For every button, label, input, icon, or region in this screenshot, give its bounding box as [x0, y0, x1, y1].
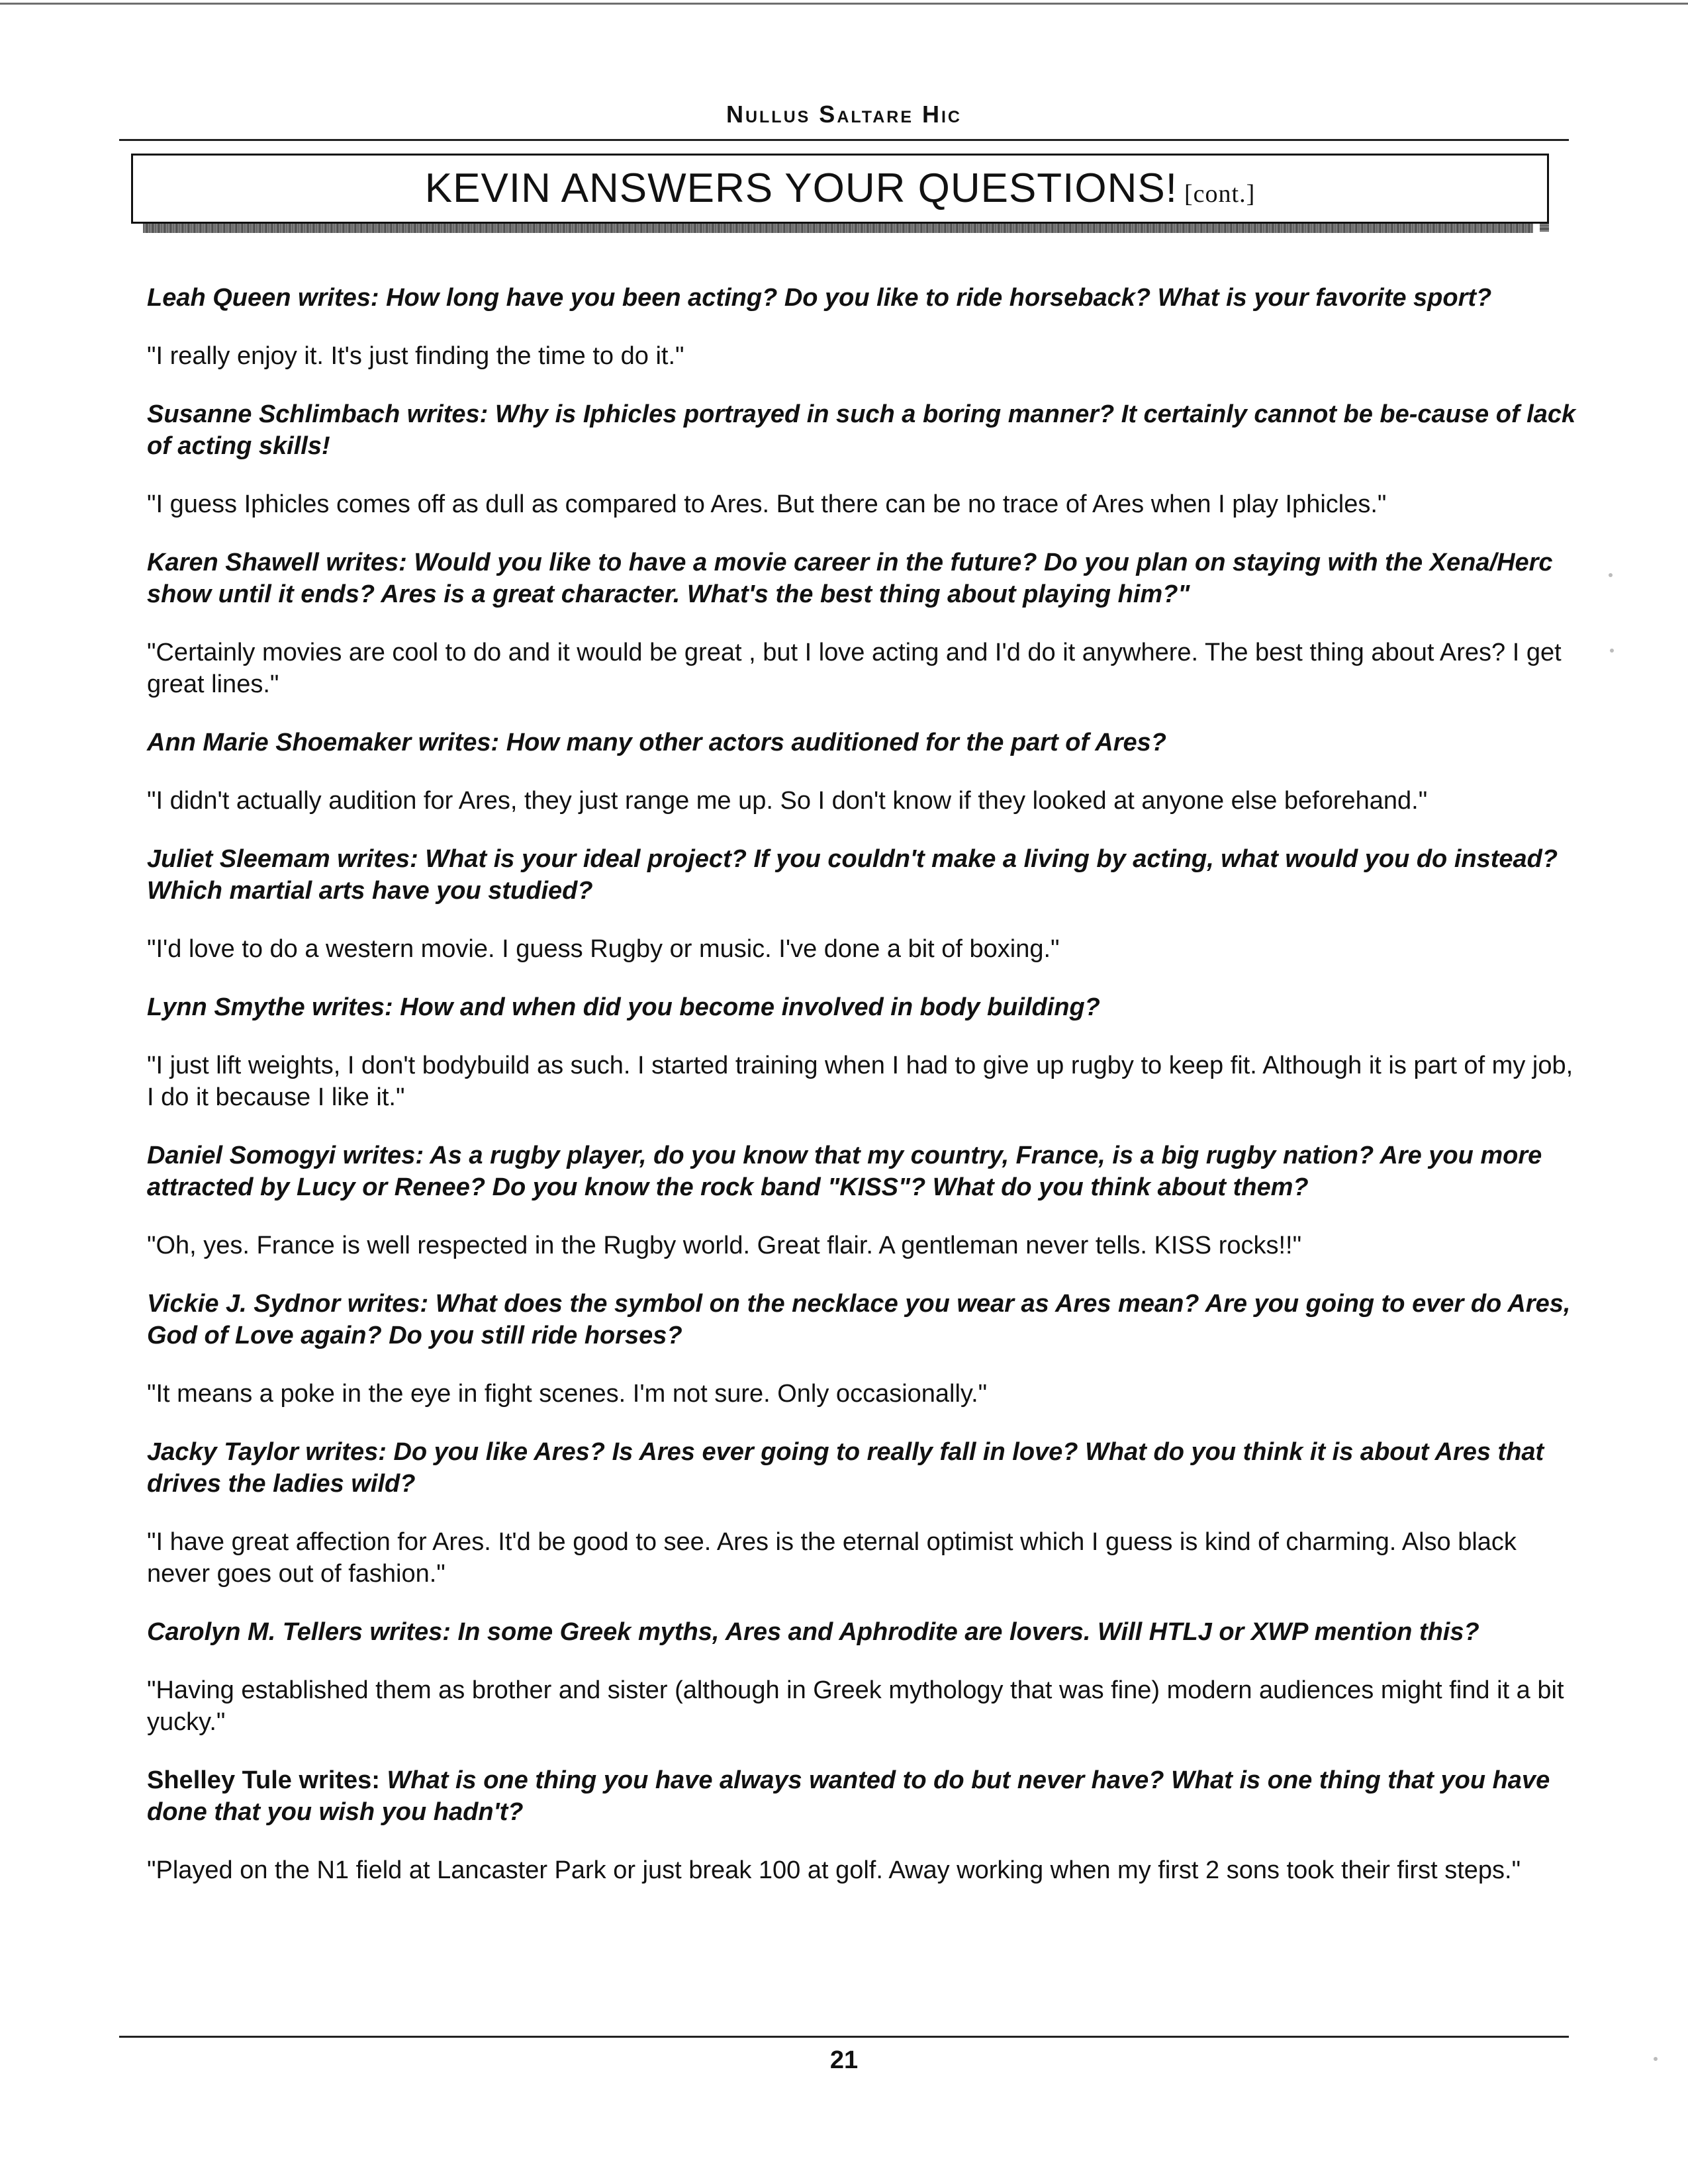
title-box — [131, 154, 1549, 224]
qa-item-6 — [0, 1140, 1688, 1261]
question-text: How and when did you become involved in body building? — [400, 993, 1100, 1021]
asker-name: Susanne Schlimbach writes: — [147, 400, 489, 428]
answer: "Played on the N1 field at Lancaster Park or just break 100 at golf. Away working when my first 2 sons took their first steps." — [147, 1856, 1521, 1884]
answer: "Oh, yes. France is well respected in the Rugby world. Great flair. A gentleman never tells. KISS rocks!!" — [147, 1232, 1302, 1259]
question-text: As a rugby player, do you know that my country, France, is a big rugby nation? Are you more attracted by Lucy or Renee? Do you know the rock band "KISS"? What do you think about them? — [147, 1142, 1542, 1201]
asker-name: Carolyn M. Tellers writes: — [147, 1618, 451, 1646]
question-text: What does the symbol on the necklace you wear as Ares mean? Are you going to ever do Ares, God of Love again? Do you still ride horses? — [147, 1290, 1571, 1349]
header-rule — [119, 139, 1569, 141]
asker-name: Karen Shawell writes: — [147, 549, 407, 576]
page-title-main: KEVIN ANSWERS YOUR QUESTIONS! — [424, 165, 1178, 211]
answer: "I just lift weights, I don't bodybuild as such. I started training when I had to give up rugby to keep fit. Although it is part of my job, I do it because I like it." — [147, 1052, 1573, 1111]
scan-speck — [1654, 2057, 1658, 2061]
qa-item-3 — [0, 727, 1688, 817]
answer: "I didn't actually audition for Ares, they just range me up. So I don't know if they looked at anyone else beforehand." — [147, 787, 1428, 815]
qa-item-10 — [0, 1764, 1688, 1886]
scan-speck — [1610, 649, 1614, 653]
asker-name: Jacky Taylor writes: — [147, 1438, 387, 1466]
question — [0, 1288, 1577, 1351]
question-text: How long have you been acting? Do you like to ride horseback? What is your favorite sport? — [386, 284, 1492, 312]
newsletter-header: Nullus Saltare Hic — [726, 101, 962, 128]
asker-name: Shelley Tule writes: — [147, 1766, 380, 1794]
question-text: What is one thing you have always wanted to do but never have? What is one thing that you have done that you wish you hadn't? — [147, 1766, 1550, 1826]
qa-item-2 — [0, 547, 1688, 700]
question-text: In some Greek myths, Ares and Aphrodite are lovers. Will HTLJ or XWP mention this? — [457, 1618, 1479, 1646]
qa-item-8 — [0, 1436, 1688, 1590]
qa-item-9 — [0, 1616, 1688, 1738]
question — [0, 547, 1577, 610]
question — [0, 282, 1577, 314]
qa-item-0 — [0, 282, 1688, 372]
question-text: Would you like to have a movie career in the future? Do you plan on staying with the Xena/Herc show until it ends? Ares is a great character. What's the best thing about playing him?" — [147, 549, 1553, 608]
answer: "Certainly movies are cool to do and it would be great , but I love acting and I'd do it anywhere. The best thing about Ares? I get great lines." — [147, 639, 1562, 698]
answer: "I really enjoy it. It's just finding the time to do it." — [147, 342, 684, 370]
answer: "I'd love to do a western movie. I guess Rugby or music. I've done a bit of boxing." — [147, 935, 1060, 963]
question — [0, 1616, 1577, 1648]
question-text: What is your ideal project? If you couldn't make a living by acting, what would you do instead? Which martial arts have you studied? — [147, 845, 1558, 905]
question-text: Do you like Ares? Is Ares ever going to really fall in love? What do you think it is about Ares that drives the ladies wild? — [147, 1438, 1544, 1498]
asker-name: Daniel Somogyi writes: — [147, 1142, 424, 1169]
asker-name: Ann Marie Shoemaker writes: — [147, 729, 500, 756]
qa-item-1 — [0, 398, 1688, 520]
qa-item-5 — [0, 991, 1688, 1113]
qa-item-4 — [0, 843, 1688, 965]
question — [0, 1764, 1577, 1828]
question — [0, 727, 1577, 758]
page-title-suffix: [cont.] — [1184, 180, 1256, 208]
question — [0, 991, 1577, 1023]
top-border-rule — [0, 3, 1688, 5]
page-title — [133, 165, 1547, 212]
answer: "I have great affection for Ares. It'd be good to see. Ares is the eternal optimist which I guess is kind of charming. Also black never goes out of fashion." — [147, 1528, 1517, 1588]
asker-name: Leah Queen writes: — [147, 284, 379, 312]
asker-name: Vickie J. Sydnor writes: — [147, 1290, 429, 1318]
asker-name: Juliet Sleemam writes: — [147, 845, 418, 873]
answer: "It means a poke in the eye in fight scenes. I'm not sure. Only occasionally." — [147, 1380, 988, 1408]
answer: "I guess Iphicles comes off as dull as compared to Ares. But there can be no trace of Ares when I play Iphicles." — [147, 490, 1387, 518]
qa-item-7 — [0, 1288, 1688, 1410]
scan-speck — [1609, 573, 1613, 577]
question — [0, 398, 1577, 462]
footer-rule — [119, 2036, 1569, 2038]
asker-name: Lynn Smythe writes: — [147, 993, 393, 1021]
question-text: How many other actors auditioned for the part of Ares? — [506, 729, 1166, 756]
answer: "Having established them as brother and sister (although in Greek mythology that was fine) modern audiences might find it a bit yucky." — [147, 1676, 1564, 1736]
question — [0, 843, 1577, 907]
question-text: Why is Iphicles portrayed in such a boring manner? It certainly cannot be be-cause of lack of acting skills! — [147, 400, 1576, 460]
question — [0, 1140, 1577, 1203]
question — [0, 1436, 1577, 1500]
title-box-shadow-bottom — [143, 222, 1533, 233]
page-number: 21 — [829, 2046, 859, 2074]
qa-list — [0, 282, 1688, 1913]
